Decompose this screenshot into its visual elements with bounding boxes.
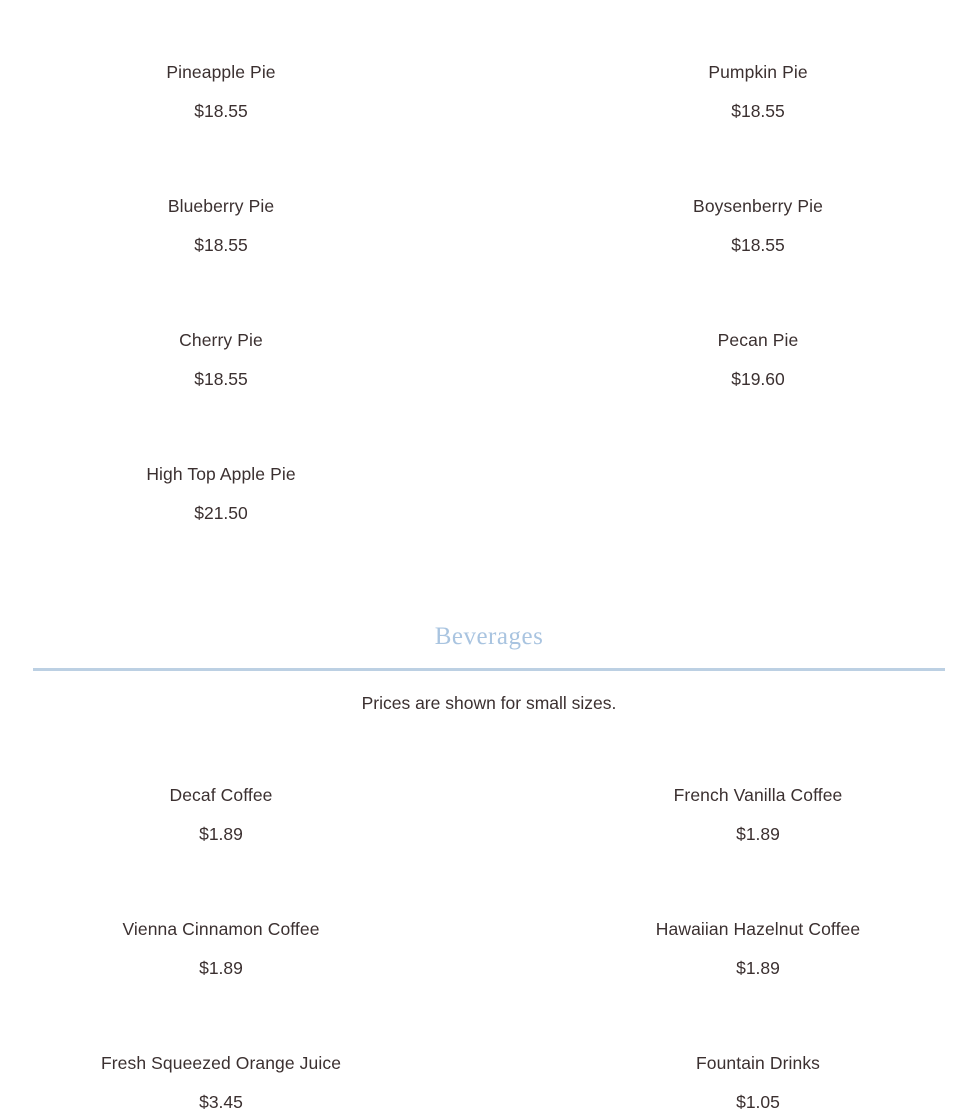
item-price: $1.89	[736, 824, 780, 844]
item-price: $18.55	[194, 369, 248, 389]
item-name: Hawaiian Hazelnut Coffee	[655, 919, 861, 939]
item-name: Cherry Pie	[179, 330, 263, 350]
item-price: $19.60	[731, 369, 785, 389]
item-price: $18.55	[731, 235, 785, 255]
beverages-section-title: Beverages	[434, 623, 544, 650]
item-price: $18.55	[731, 101, 785, 121]
item-price: $1.89	[199, 958, 243, 978]
item-price: $1.89	[199, 824, 243, 844]
item-price: $3.45	[199, 1092, 243, 1112]
item-name: Blueberry Pie	[167, 196, 275, 216]
item-price: $1.89	[736, 958, 780, 978]
item-name: Fresh Squeezed Orange Juice	[100, 1053, 342, 1073]
item-name: High Top Apple Pie	[146, 464, 296, 484]
item-name: Vienna Cinnamon Coffee	[122, 919, 320, 939]
item-name: French Vanilla Coffee	[673, 785, 843, 805]
beverages-price-note: Prices are shown for small sizes.	[361, 693, 617, 713]
item-price: $18.55	[194, 101, 248, 121]
item-price: $1.05	[736, 1092, 780, 1112]
item-price: $18.55	[194, 235, 248, 255]
item-name: Boysenberry Pie	[693, 196, 823, 216]
item-name: Pecan Pie	[717, 330, 799, 350]
item-price: $21.50	[194, 503, 248, 523]
item-name: Pineapple Pie	[166, 62, 276, 82]
section-divider	[33, 668, 945, 671]
item-name: Pumpkin Pie	[708, 62, 808, 82]
item-name: Decaf Coffee	[169, 785, 273, 805]
item-name: Fountain Drinks	[695, 1053, 821, 1073]
